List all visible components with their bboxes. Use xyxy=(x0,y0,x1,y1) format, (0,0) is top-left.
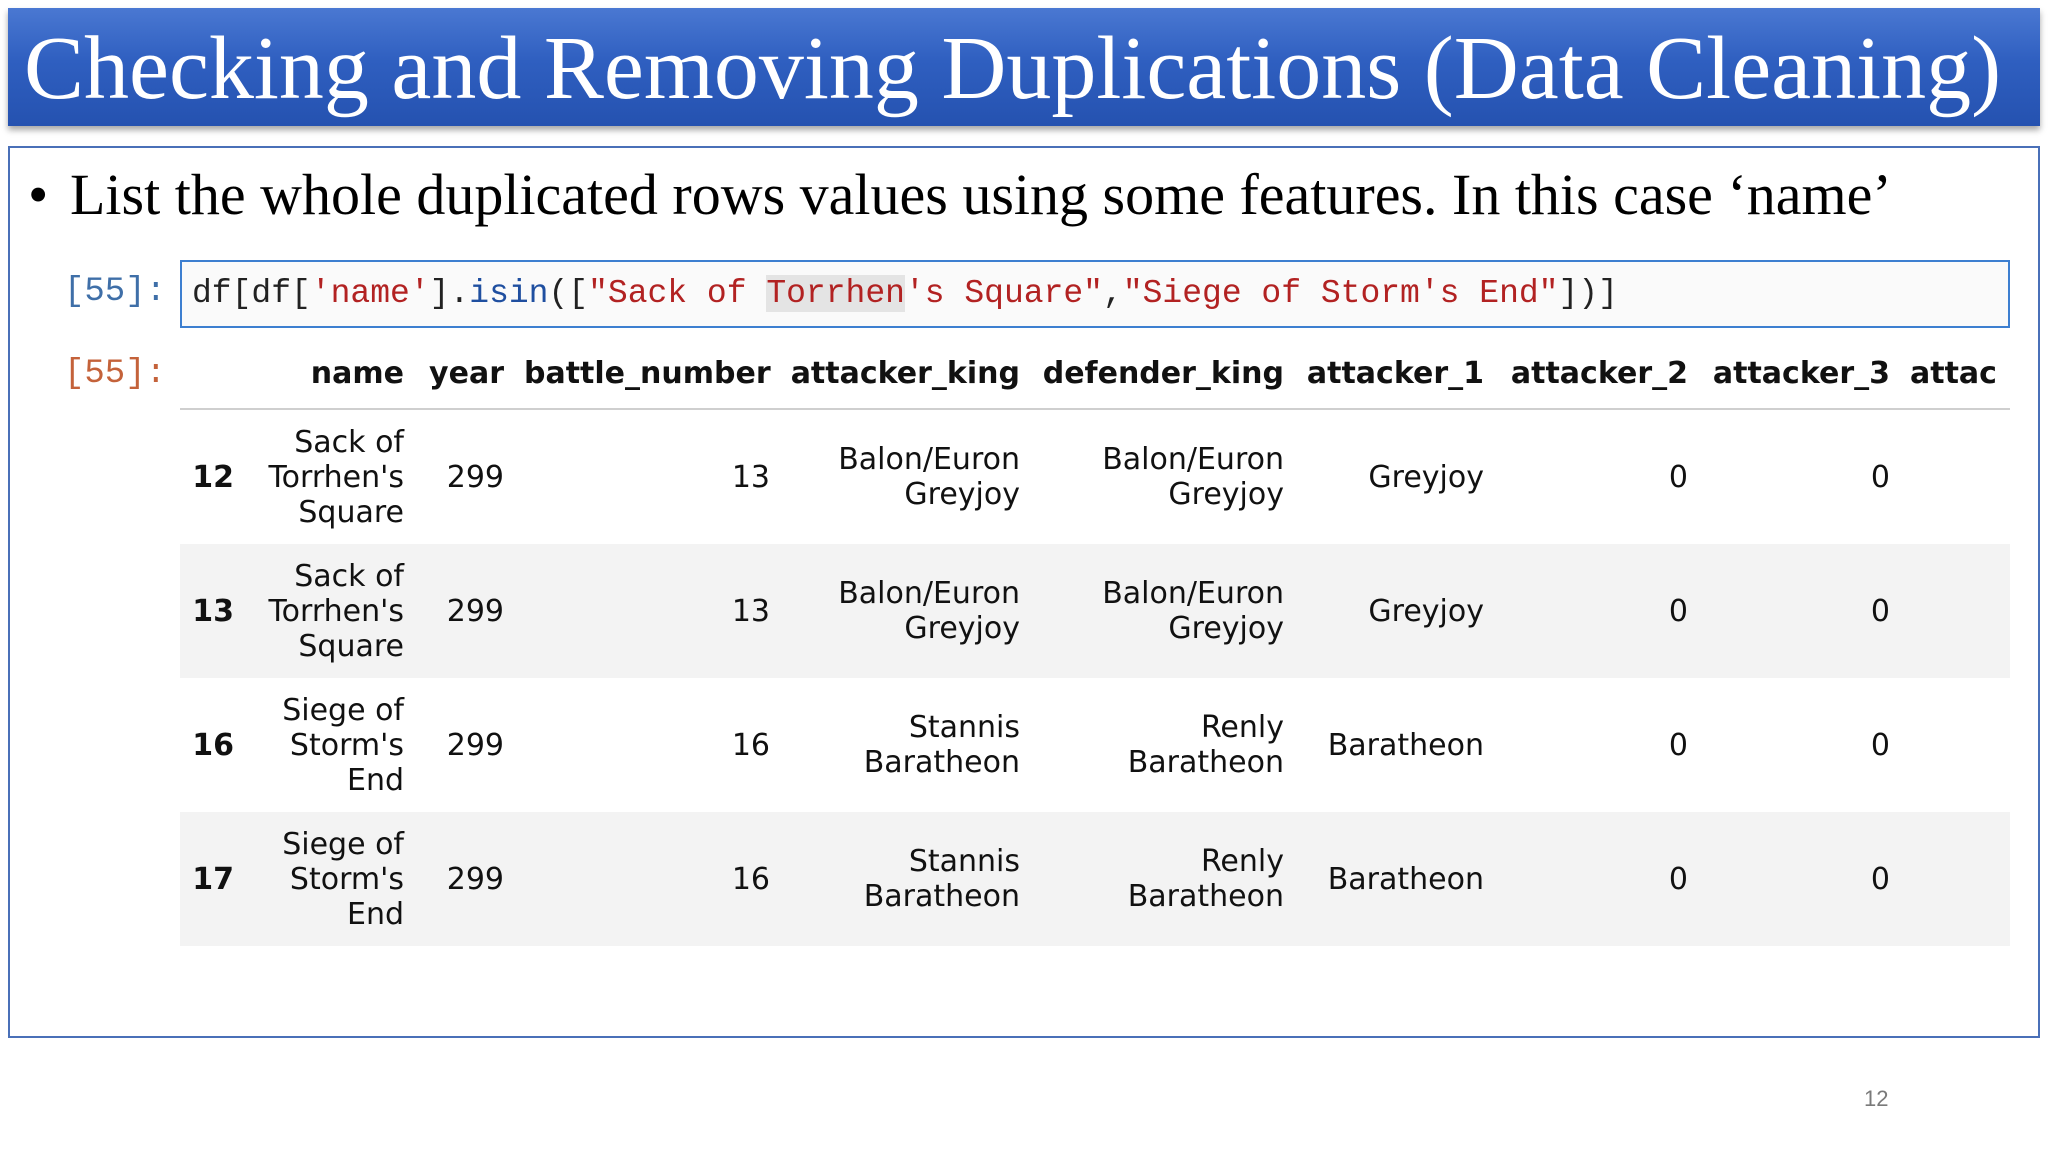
code-highlight: Torrhen xyxy=(766,275,905,312)
row-index: 16 xyxy=(192,727,234,763)
code-line xyxy=(192,272,1618,316)
cell-attacker-king: Stannis Baratheon xyxy=(780,812,1030,946)
column-header-name: name xyxy=(244,338,414,409)
row-index: 12 xyxy=(192,459,234,495)
cell-truncated xyxy=(1900,812,2010,946)
table-row xyxy=(180,409,2010,544)
cell-attacker-2: 0 xyxy=(1494,812,1698,946)
cell-attacker-2: 0 xyxy=(1668,459,1688,495)
cell-defender-king: Balon/Euron Greyjoy xyxy=(1102,442,1284,512)
page-number: 12 xyxy=(1864,1086,1889,1111)
cell-battle-number: 13 xyxy=(514,544,780,678)
cell-attacker-1: Greyjoy xyxy=(1368,459,1484,495)
row-index: 13 xyxy=(180,544,244,678)
cell-attacker-king: Stannis Baratheon xyxy=(863,710,1020,780)
cell-year: 299 xyxy=(446,727,504,763)
cell-attacker-1: Greyjoy xyxy=(1294,544,1494,678)
row-index: 17 xyxy=(180,812,244,946)
code-token: ([ xyxy=(548,275,589,312)
cell-attacker-3: 0 xyxy=(1870,459,1890,495)
column-header-index xyxy=(180,338,244,409)
code-cell[interactable] xyxy=(180,260,2010,328)
input-prompt: [55]: xyxy=(64,273,167,311)
code-string: 's Square" xyxy=(904,275,1103,312)
cell-battle-number: 16 xyxy=(731,727,770,763)
content-frame xyxy=(8,146,2040,1038)
cell-year: 299 xyxy=(446,459,504,495)
code-string: "Sack of xyxy=(588,275,767,312)
dataframe-output xyxy=(180,338,2010,946)
output-prompt: [55]: xyxy=(64,355,167,393)
cell-attacker-king: Balon/Euron Greyjoy xyxy=(838,442,1020,512)
slide-title: Checking and Removing Duplications (Data Cleaning) xyxy=(24,19,2002,118)
code-string: 'name' xyxy=(310,275,430,312)
cell-attacker-3: 0 xyxy=(1698,812,1900,946)
cell-year: 299 xyxy=(414,812,514,946)
column-header-battle-number: battle_number xyxy=(514,338,780,409)
cell-battle-number: 13 xyxy=(731,459,770,495)
cell-attacker-1: Baratheon xyxy=(1294,812,1494,946)
code-token: df[df[ xyxy=(192,275,311,312)
column-header-truncated: attac xyxy=(1900,338,2010,409)
cell-attacker-king: Balon/Euron Greyjoy xyxy=(780,544,1030,678)
cell-name: Siege of Storm's End xyxy=(282,692,404,798)
bullet-point xyxy=(28,160,1892,230)
title-bar xyxy=(8,8,2040,126)
cell-defender-king: Renly Baratheon xyxy=(1030,812,1294,946)
column-header-defender-king: defender_king xyxy=(1030,338,1294,409)
cell-attacker-2: 0 xyxy=(1668,727,1688,763)
code-token: , xyxy=(1103,275,1123,312)
header-row xyxy=(180,338,2010,409)
code-method: isin xyxy=(469,275,549,312)
cell-defender-king: Balon/Euron Greyjoy xyxy=(1030,544,1294,678)
code-string: "Siege of Storm's End" xyxy=(1122,275,1559,312)
column-header-attacker-1: attacker_1 xyxy=(1294,338,1494,409)
cell-name: Sack of Torrhen's Square xyxy=(268,424,404,530)
cell-attacker-1: Baratheon xyxy=(1327,727,1484,763)
cell-name: Sack of Torrhen's Square xyxy=(244,544,414,678)
column-header-attacker-king: attacker_king xyxy=(780,338,1030,409)
code-token: ]. xyxy=(429,275,470,312)
cell-year: 299 xyxy=(414,544,514,678)
cell-name: Siege of Storm's End xyxy=(244,812,414,946)
cell-attacker-3: 0 xyxy=(1698,544,1900,678)
cell-truncated xyxy=(1900,409,2010,544)
cell-truncated xyxy=(1900,544,2010,678)
column-header-attacker-2: attacker_2 xyxy=(1494,338,1698,409)
cell-attacker-2: 0 xyxy=(1494,544,1698,678)
cell-truncated xyxy=(1900,678,2010,812)
table-row xyxy=(180,812,2010,946)
cell-attacker-3: 0 xyxy=(1870,727,1890,763)
bullet-icon: • xyxy=(28,162,49,227)
table-row xyxy=(180,678,2010,812)
table-row xyxy=(180,544,2010,678)
code-token: ])] xyxy=(1558,275,1618,312)
column-header-attacker-3: attacker_3 xyxy=(1698,338,1900,409)
column-header-year: year xyxy=(414,338,514,409)
bullet-text: List the whole duplicated rows values using some features. In this case ‘name’ xyxy=(70,162,1892,227)
cell-defender-king: Renly Baratheon xyxy=(1127,710,1284,780)
cell-battle-number: 16 xyxy=(514,812,780,946)
